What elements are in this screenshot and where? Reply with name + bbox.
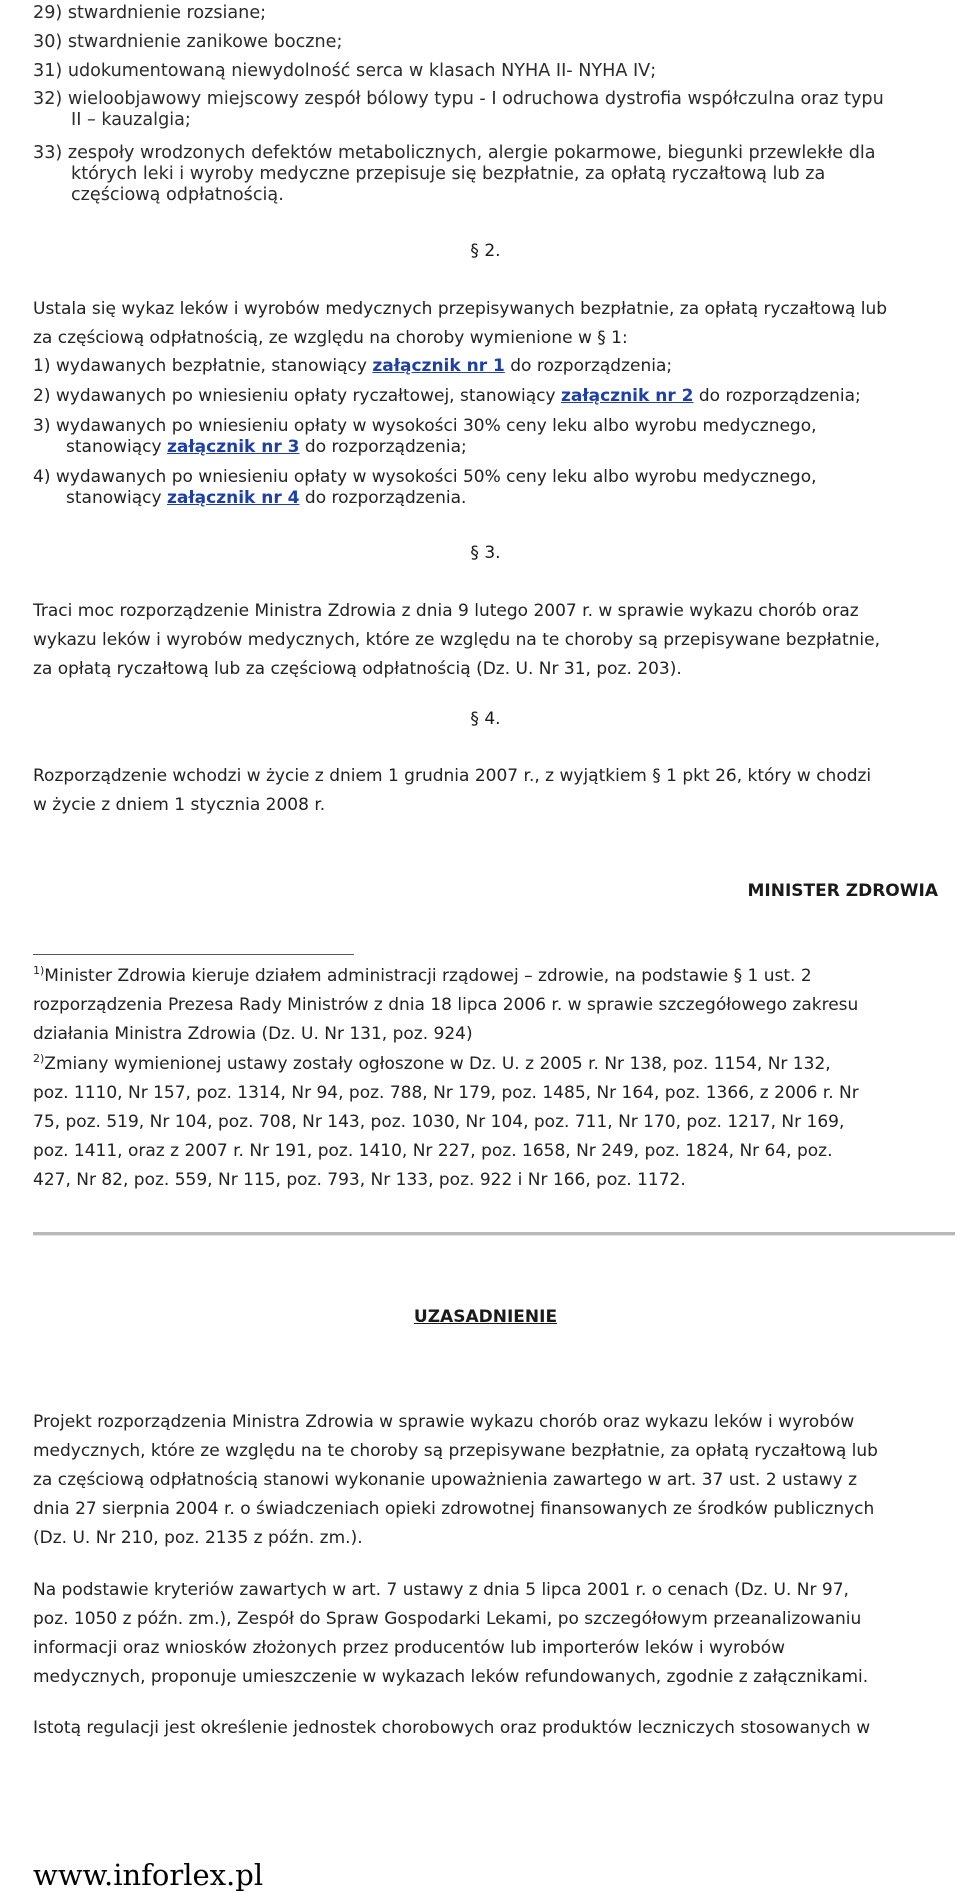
- text-line: Istotą regulacji jest określenie jednostek chorobowych oraz produktów leczniczych stosowanych w: [33, 1718, 871, 1738]
- list-item-text: częściową odpłatnością.: [71, 185, 284, 205]
- text-line: w życie z dniem 1 stycznia 2008 r.: [33, 795, 326, 815]
- text-line: medycznych, które ze względu na te choroby są przepisywane bezpłatnie, za opłatą ryczałtową lub: [33, 1441, 878, 1461]
- footnote-separator: [33, 954, 354, 955]
- attachment-link-4[interactable]: załącznik nr 4: [166, 488, 300, 508]
- list-item-text: 29) stwardnienie rozsiane;: [33, 3, 267, 23]
- text-line: Ustala się wykaz leków i wyrobów medycznych przepisywanych bezpłatnie, za opłatą ryczałtową lub: [33, 299, 888, 319]
- list-item-text: 30) stwardnienie zanikowe boczne;: [33, 32, 343, 52]
- footnote-1: [33, 962, 938, 1049]
- section4-text: [33, 762, 938, 820]
- attachment-link-2[interactable]: załącznik nr 2: [560, 386, 694, 406]
- text-line: 75, poz. 519, Nr 104, poz. 708, Nr 143, poz. 1030, Nr 104, poz. 711, Nr 170, poz. 1217, Nr 169,: [33, 1112, 845, 1132]
- paragraph-sign-icon: §: [733, 966, 743, 986]
- list-item: 1) wydawanych bezpłatnie, stanowiący załącznik nr 1 do rozporządzenia;: [33, 356, 673, 376]
- text-line: $^{1)}$Minister Zdrowia kieruje działem administracji rządowej – zdrowie, na podstawie § 1 ust. 2: [33, 964, 812, 986]
- section-heading-4: [33, 709, 938, 729]
- paragraph-sign-icon: §: [470, 543, 479, 563]
- footnote-mark: 1): [33, 964, 45, 977]
- signature: MINISTER ZDROWIA: [747, 881, 938, 901]
- list-item-text: 31) udokumentowaną niewydolność serca w klasach NYHA II- NYHA IV;: [33, 61, 657, 81]
- paragraph-sign-icon: §: [597, 328, 606, 348]
- text-line: Projekt rozporządzenia Ministra Zdrowia w sprawie wykazu chorób oraz wykazu leków i wyrobów: [33, 1412, 855, 1432]
- paragraph-sign-icon: §: [470, 241, 479, 261]
- list-item-text: II – kauzalgia;: [71, 110, 191, 130]
- list-item: [33, 143, 933, 206]
- list-item: [33, 32, 933, 53]
- section2-intro: [33, 295, 938, 353]
- text-line: Na podstawie kryteriów zawartych w art. 7 ustawy z dnia 5 lipca 2001 r. o cenach (Dz. U. Nr 97,: [33, 1580, 849, 1600]
- text-line: poz. 1110, Nr 157, poz. 1314, Nr 94, poz. 788, Nr 179, poz. 1485, Nr 164, poz. 1366, z 2006 r. Nr: [33, 1083, 859, 1103]
- text-line: informacji oraz wniosków złożonych przez producentów lub importerów leków i wyrobów: [33, 1638, 786, 1658]
- uzasadnienie-paragraph-3: [33, 1714, 938, 1743]
- list-item: 4) wydawanych po wniesieniu opłaty w wysokości 50% ceny leku albo wyrobu medycznego, stanowiący załącznik nr 4 do rozporządzenia.: [33, 467, 817, 508]
- footer-url: www.inforlex.pl: [33, 1858, 264, 1892]
- text-line: za częściową odpłatnością stanowi wykonanie upoważnienia zawartego w art. 37 ust. 2 ustawy z: [33, 1470, 858, 1490]
- section-number: 2.: [484, 241, 501, 261]
- list-item-text: 32) wieloobjawowy miejscowy zespół bólowy typu - I odruchowa dystrofia współczulna oraz typu: [33, 89, 884, 109]
- attachment-link-1[interactable]: załącznik nr 1: [372, 356, 505, 376]
- text-line: medycznych, proponuje umieszczenie w wykazach leków refundowanych, zgodnie z załącznikami.: [33, 1667, 869, 1687]
- text-line: za częściową odpłatnością, ze względu na choroby wymienione w § 1:: [33, 328, 628, 348]
- text-line: poz. 1050 z późn. zm.), Zespół do Spraw Gospodarki Lekami, po szczegółowym przeanalizowaniu: [33, 1609, 862, 1629]
- section-number: 3.: [484, 543, 501, 563]
- text-line: za opłatą ryczałtową lub za częściową odpłatnością (Dz. U. Nr 31, poz. 203).: [33, 659, 682, 679]
- text-line: wykazu leków i wyrobów medycznych, które ze względu na te choroby są przepisywane bezpłatnie,: [33, 630, 881, 650]
- uzasadnienie-paragraph-1: [33, 1408, 938, 1553]
- text-line: rozporządzenia Prezesa Rady Ministrów z dnia 18 lipca 2006 r. w sprawie szczegółowego zakresu: [33, 995, 859, 1015]
- attachment-link-3[interactable]: załącznik nr 3: [166, 437, 300, 457]
- text-line: $^{2)}$Zmiany wymienionej ustawy zostały ogłoszone w Dz. U. z 2005 r. Nr 138, poz. 1154, Nr 132,: [33, 1052, 831, 1074]
- footnote-2: [33, 1050, 938, 1195]
- section-divider: [33, 1232, 955, 1236]
- text-line: Rozporządzenie wchodzi w życie z dniem 1 grudnia 2007 r., z wyjątkiem § 1 pkt 26, który w chodzi: [33, 766, 872, 786]
- text-line: poz. 1411, oraz z 2007 r. Nr 191, poz. 1410, Nr 227, poz. 1658, Nr 249, poz. 1824, Nr 64, poz.: [33, 1141, 833, 1161]
- section-heading-3: [33, 543, 938, 563]
- list-item: 2) wydawanych po wniesieniu opłaty ryczałtowej, stanowiący załącznik nr 2 do rozporządzenia;: [33, 386, 861, 406]
- text-line: Traci moc rozporządzenie Ministra Zdrowia z dnia 9 lutego 2007 r. w sprawie wykazu chorób oraz: [33, 601, 859, 621]
- section-heading-2: [33, 241, 938, 261]
- section3-text: [33, 597, 938, 684]
- list-item: [33, 3, 933, 24]
- list-item: [33, 61, 933, 82]
- text-line: 427, Nr 82, poz. 559, Nr 115, poz. 793, Nr 133, poz. 922 i Nr 166, poz. 1172.: [33, 1170, 686, 1190]
- uzasadnienie-paragraph-2: [33, 1576, 938, 1692]
- list-item-text: których leki i wyroby medyczne przepisuje się bezpłatnie, za opłatą ryczałtową lub za: [71, 164, 826, 184]
- section-number: 4.: [484, 709, 501, 729]
- paragraph-sign-icon: §: [652, 766, 661, 786]
- list-item: 3) wydawanych po wniesieniu opłaty w wysokości 30% ceny leku albo wyrobu medycznego, stanowiący załącznik nr 3 do rozporządzenia;: [33, 416, 817, 457]
- uzasadnienie-heading: UZASADNIENIE: [413, 1307, 558, 1327]
- list-item: [33, 89, 933, 131]
- list-item-text: 33) zespoły wrodzonych defektów metabolicznych, alergie pokarmowe, biegunki przewlekłe dla: [33, 143, 876, 163]
- text-line: dnia 27 sierpnia 2004 r. o świadczeniach opieki zdrowotnej finansowanych ze środków publicznych: [33, 1499, 875, 1519]
- text-line: działania Ministra Zdrowia (Dz. U. Nr 131, poz. 924): [33, 1024, 473, 1044]
- footnote-mark: 2): [33, 1052, 45, 1065]
- paragraph-sign-icon: §: [470, 709, 479, 729]
- text-line: (Dz. U. Nr 210, poz. 2135 z późn. zm.).: [33, 1528, 363, 1548]
